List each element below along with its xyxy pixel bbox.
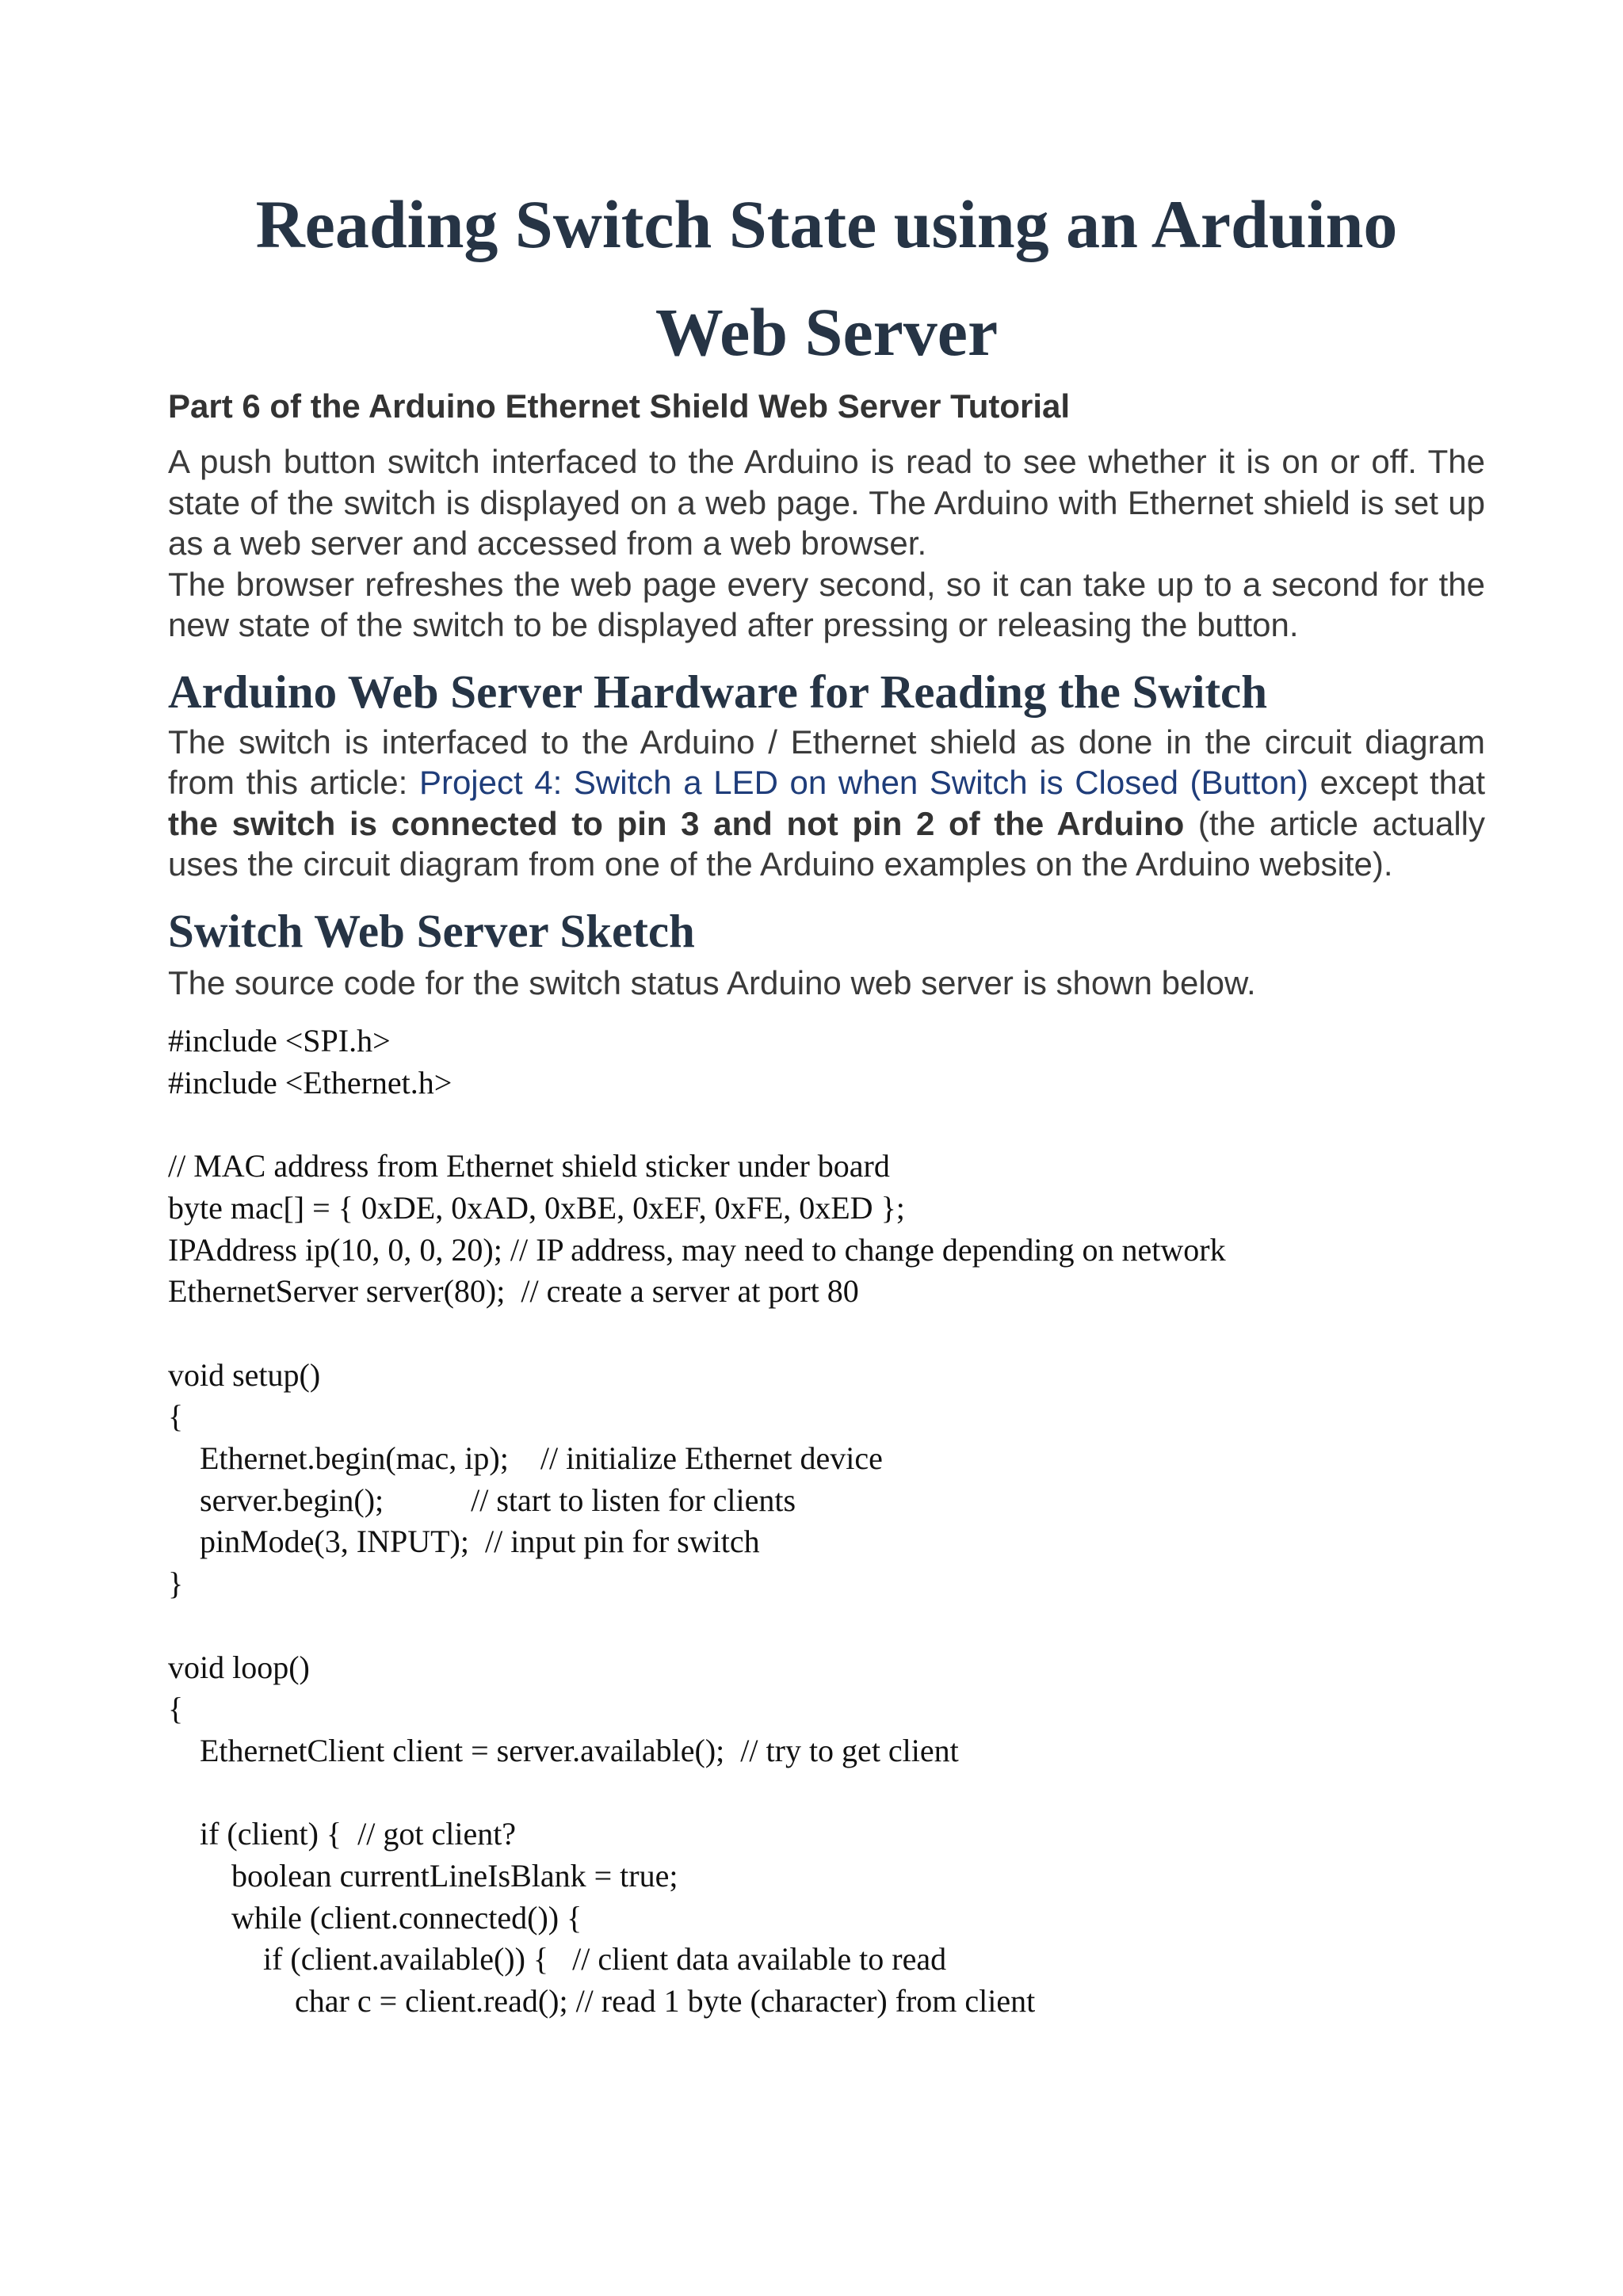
code-line: Ethernet.begin(mac, ip); // initialize Ethernet device [168,1440,883,1477]
page-content [168,170,1485,2023]
code-block [168,1020,1485,2023]
page-title-line-1: Reading Switch State using an Arduino [255,186,1398,262]
code-line: while (client.connected()) { [168,1899,582,1936]
hardware-text-end: (the article actually uses the circuit diagram from one of the Arduino examples on the Arduino website). [168,804,1485,883]
code-line: // MAC address from Ethernet shield sticker under board [168,1148,890,1184]
code-line: if (client) { // got client? [168,1816,517,1852]
code-line: void loop() [168,1649,310,1685]
intro-paragraph-2: The browser refreshes the web page every second, so it can take up to a second for the new state of the switch to be displayed after pressing or releasing the button. [168,565,1485,643]
page-title [168,170,1485,386]
hardware-bold-note: the switch is connected to pin 3 and not pin 2 of the Arduino [168,804,1185,842]
code-line: IPAddress ip(10, 0, 0, 20); // IP address, may need to change depending on network [168,1231,1226,1268]
hardware-heading: Arduino Web Server Hardware for Reading the Switch [168,665,1268,718]
code-line: boolean currentLineIsBlank = true; [168,1858,678,1894]
code-line: { [168,1691,184,1727]
hardware-text-after-link: except that [1308,764,1485,801]
page-title-line-2: Web Server [655,294,999,370]
project-4-link[interactable]: Project 4: Switch a LED on when Switch is Closed (Button) [418,764,1308,801]
code-line: pinMode(3, INPUT); // input pin for switch [168,1524,760,1560]
sketch-heading: Switch Web Server Sketch [168,904,695,957]
sketch-intro: The source code for the switch status Arduino web server is shown below. [168,963,1256,1001]
code-line: #include <SPI.h> [168,1023,391,1058]
hardware-paragraph [168,722,1485,885]
code-line [168,1313,1485,1355]
code-line: server.begin(); // start to listen for clients [168,1482,796,1518]
code-line: EthernetServer server(80); // create a server at port 80 [168,1273,859,1310]
code-line: EthernetClient client = server.available(); // try to get client [168,1732,959,1768]
code-line [168,1104,1485,1146]
code-line: } [168,1566,184,1602]
code-line: #include <Ethernet.h> [168,1064,453,1100]
code-line: void setup() [168,1356,321,1393]
code-line: byte mac[] = { 0xDE, 0xAD, 0xBE, 0xEF, 0xFE, 0xED }; [168,1189,905,1226]
code-line [168,1772,1485,1814]
hardware-text-before-link: The switch is interfaced to the Arduino / Ethernet shield as done in the circuit diagram from this article: [168,723,1485,801]
code-line: if (client.available()) { // client data available to read [168,1941,947,1978]
page-subtitle: Part 6 of the Arduino Ethernet Shield Web Server Tutorial [168,387,1071,425]
intro-paragraph-1: A push button switch interfaced to the Arduino is read to see whether it is on or off. The state of the switch is displayed on a web page. The Arduino with Ethernet shield is set up as a web server and accessed from a web browser. [168,443,1485,562]
code-line: char c = client.read(); // read 1 byte (character) from client [168,1983,1036,2019]
code-line [168,1605,1485,1647]
code-line: { [168,1398,184,1435]
